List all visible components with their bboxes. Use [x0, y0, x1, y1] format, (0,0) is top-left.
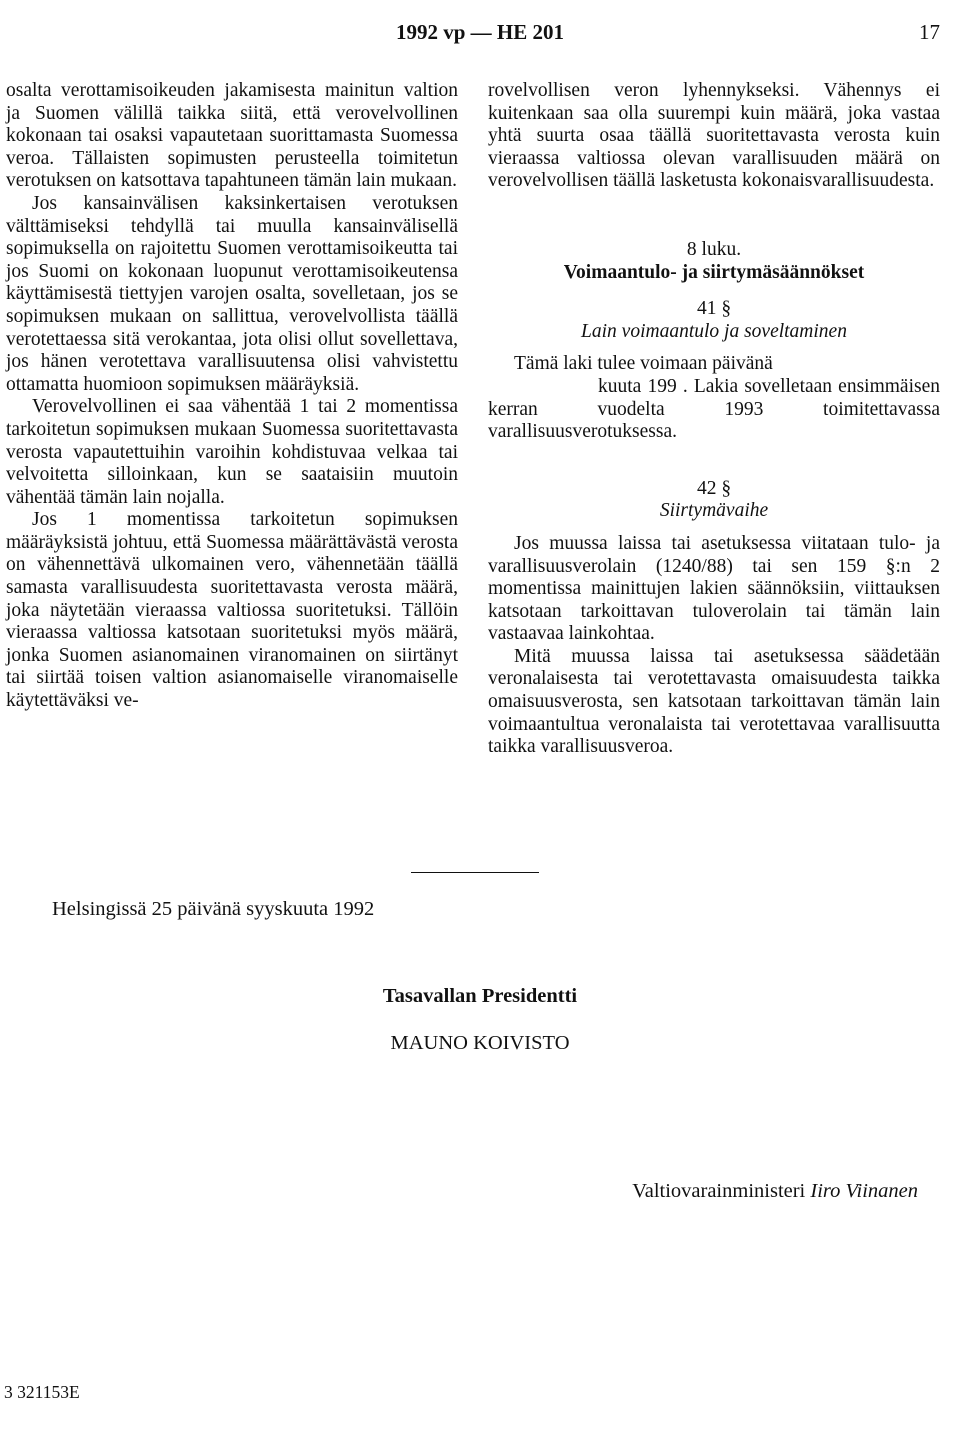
chapter-number: 8 luku. — [686, 238, 742, 260]
section-41-title: Lain voimaantulo ja soveltaminen — [581, 320, 847, 342]
chapter-title: Voimaantulo- ja siirtymäsäännökset — [563, 261, 865, 283]
print-code: 3 321153E — [4, 1382, 80, 1402]
minister-name: Iiro Viinanen — [810, 1180, 918, 1202]
right-continuation-paragraph: rovelvollisen veron lyhennykseksi. Vähennys ei kuitenkaan saa olla suurempi kuin määrä, joka vastaa yhtä suurta osaa täällä suoritettavasta verosta kuin vieraassa valtiossa olevan varallisuuden määrä on verovelvollisen täällä lasketusta kokonaisvarallisuudesta. — [488, 80, 940, 192]
left-paragraph-2: Jos kansainvälisen kaksinkertaisen verotuksen välttämiseksi tehdyllä tai muulla kansainvälisellä sopimuksella on rajoitettu Suomen verottamisoikeutta tai jos Suomi on kokonaan luopunut verottamisoikeutensa käyttämisestä tiettyjen varojen osalta, sovelletaan, jos se sopimuksen mukaan on sallittua, verovelvollista täällä verotettaessa sitä verokantaa, jota olisi ollut sovellettava, jos hänen verotettava varallisuutensa olisi vahvistettu ottamatta huomioon sopimuksen määräyksiä. — [6, 192, 458, 395]
section-42-paragraph-2: Mitä muussa laissa tai asetuksessa säädetään veronalaisesta tai verotettavasta omaisuudesta taikka omaisuusverosta, sen katsotaan tarkoittavan tämän lain voimaantultua veronalaista tai verotettavaa varallisuutta taikka varallisuusveroa. — [488, 645, 940, 758]
section-42-title: Siirtymävaihe — [659, 500, 769, 522]
section-42-paragraph-1: Jos muussa laissa tai asetuksessa viitataan tulo- ja varallisuusverolain (1240/88) tai sen 159 §:n 2 momentissa mainittujen lakien säännöksiin, viittauksen katsotaan tarkoittavan tuloverolain tai tämän lain vastaavaa lainkohtaa. — [488, 532, 940, 645]
place-and-date: Helsingissä 25 päivänä syyskuuta 1992 — [52, 898, 375, 920]
section-41-number: 41 § — [696, 298, 732, 320]
running-header: 1992 vp — HE 201 — [395, 20, 565, 44]
president-title: Tasavallan Presidentti — [382, 985, 578, 1007]
section-41-line-1: Tämä laki tulee voimaan päivänä — [514, 353, 773, 375]
minister-signature — [632, 1180, 918, 1203]
section-41-line-2: kuuta 199 . Lakia sovelletaan ensimmäisen kerran vuodelta 1993 toimitettavassa varallisuusverotuksessa. — [488, 375, 940, 443]
left-paragraph-3: Verovelvollinen ei saa vähentää 1 tai 2 momentissa tarkoitetun sopimuksen mukaan Suomessa suoritettavasta verosta vapautettuihin varoihin kohdistuvaa velkaa tai velvoitetta silloinkaan, kun se saataisiin muutoin vähentää tämän lain nojalla. — [6, 396, 458, 508]
left-column — [6, 80, 458, 713]
president-name: MAUNO KOIVISTO — [390, 1032, 570, 1054]
left-paragraph-4: Jos 1 momentissa tarkoitetun sopimuksen määräyksistä johtuu, että Suomessa määrättävästä verosta on vähennettävä ulkomainen vero, vähennetään täällä samasta varallisuudesta suoritettavasta verosta määrä, joka näytetään vieraassa valtiossa suoritetuksi. Tällöin vieraassa valtiossa katsotaan suoritetuksi myös määrä, jonka Suomen asianomainen viranomainen on siirtänyt tai siirtää toisen valtion asianomaiselle viranomaiselle käytettäväksi ve- — [6, 509, 458, 712]
right-column — [488, 80, 940, 759]
end-rule-divider — [411, 872, 539, 873]
section-42-number: 42 § — [696, 477, 732, 499]
page-number: 17 — [919, 20, 940, 44]
minister-title: Valtiovarainministeri — [632, 1180, 806, 1202]
left-paragraph-1: osalta verottamisoikeuden jakamisesta mainitun valtion ja Suomen välillä taikka siitä, että verovelvollinen kokonaan tai osaksi vapautetaan suorittamasta Suomessa veroa. Tällaisten sopimusten perusteella toimitetun verotuksen on katsottava tapahtuneen tämän lain mukaan. — [6, 80, 458, 192]
